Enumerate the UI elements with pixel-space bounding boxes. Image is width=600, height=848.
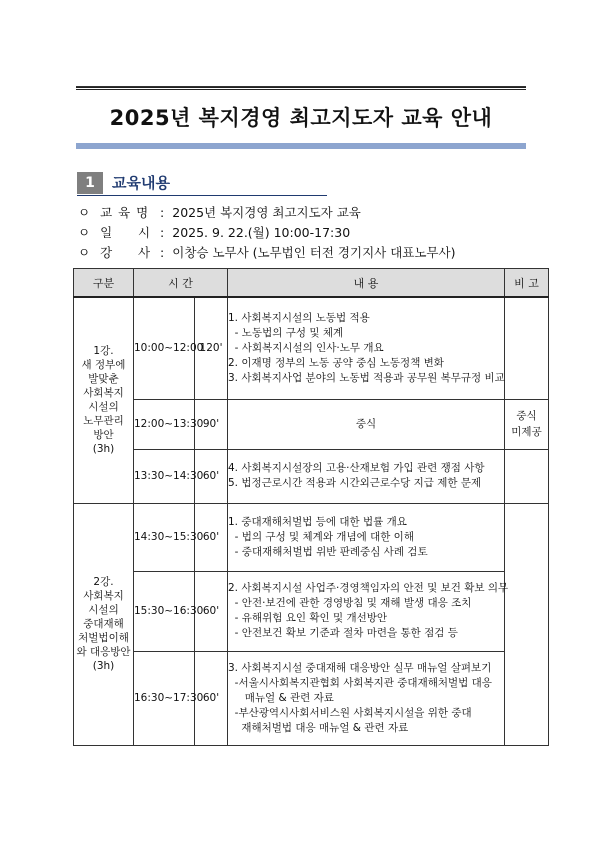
table-row bbox=[74, 571, 549, 651]
page-title: 2025년 복지경영 최고지도자 교육 안내 bbox=[109, 106, 493, 130]
title-accent-bar bbox=[76, 143, 526, 149]
row-remark: 중식 미제공 bbox=[505, 399, 549, 449]
row-time: 16:30~17:30 bbox=[134, 651, 195, 745]
info-line-instructor bbox=[78, 245, 455, 261]
bullet: ㅇ bbox=[78, 205, 91, 220]
table-row bbox=[74, 449, 549, 503]
header-content: 내 용 bbox=[228, 269, 505, 298]
section-underline bbox=[77, 195, 327, 196]
info-value: 2025. 9. 22.(월) 10:00-17:30 bbox=[172, 225, 351, 240]
bullet: ㅇ bbox=[78, 245, 91, 260]
info-label: 강 사 bbox=[100, 245, 152, 260]
row-duration: 60' bbox=[195, 503, 228, 571]
row-time: 12:00~13:30 bbox=[134, 399, 195, 449]
schedule-table bbox=[73, 268, 549, 746]
info-value: 2025년 복지경영 최고지도자 교육 bbox=[172, 205, 361, 220]
row-content: 2. 사회복지시설 사업주·경영책임자의 안전 및 보건 확보 의무 - 안전·보건에 관한 경영방침 및 재해 발생 대응 조치 - 유해위험 요인 확인 및 개선방안 - 안전보건 확보 기준과 절차 마련을 통한 점검 등 bbox=[228, 571, 505, 651]
info-label: 교 육 명 bbox=[100, 205, 150, 220]
row-time: 10:00~12:00 bbox=[134, 297, 195, 399]
bullet: ㅇ bbox=[78, 225, 91, 240]
row-remark bbox=[505, 503, 549, 745]
row-duration: 60' bbox=[195, 571, 228, 651]
header-gubun: 구분 bbox=[74, 269, 134, 298]
info-line-date bbox=[78, 225, 350, 241]
group-1-label: 1강. 새 정부에 발맞춘 사회복지 시설의 노무관리 방안 (3h) bbox=[74, 297, 134, 503]
row-duration: 120' bbox=[195, 297, 228, 399]
table-row bbox=[74, 651, 549, 745]
info-line-name bbox=[78, 205, 361, 221]
row-duration: 60' bbox=[195, 449, 228, 503]
info-colon: : bbox=[160, 245, 165, 260]
row-content: 1. 중대재해처벌법 등에 대한 법률 개요 - 법의 구성 및 체계와 개념에 대한 이해 - 중대재해처벌법 위반 판례중심 사례 검토 bbox=[228, 503, 505, 571]
info-colon: : bbox=[160, 205, 165, 220]
title-box bbox=[76, 87, 526, 147]
row-content: 1. 사회복지시설의 노동법 적용 - 노동법의 구성 및 체계 - 사회복지시설의 인사·노무 개요 2. 이재명 정부의 노동 공약 중심 노동정책 변화 3. 사회복지사업 분야의 노동법 적용과 공무원 복무규정 비교 bbox=[228, 297, 505, 399]
row-time: 15:30~16:30 bbox=[134, 571, 195, 651]
info-colon: : bbox=[160, 225, 165, 240]
row-duration: 60' bbox=[195, 651, 228, 745]
table-row bbox=[74, 297, 549, 399]
row-time: 14:30~15:30 bbox=[134, 503, 195, 571]
row-remark bbox=[505, 449, 549, 503]
row-time: 13:30~14:30 bbox=[134, 449, 195, 503]
row-duration: 90' bbox=[195, 399, 228, 449]
table-row bbox=[74, 503, 549, 571]
row-content: 4. 사회복지시설장의 고용·산재보험 가입 관련 쟁점 사항 5. 법정근로시간 적용과 시간외근로수당 지급 제한 문제 bbox=[228, 449, 505, 503]
row-content: 3. 사회복지시설 중대재해 대응방안 실무 매뉴얼 살펴보기 -서울시사회복지관협회 사회복지관 중대재해처벌법 대응 매뉴얼 & 관련 자료 -부산광역시사회서비스원 사회복지시설을 위한 중대 재해처벌법 대응 매뉴얼 & 관련 자료 bbox=[228, 651, 505, 745]
info-value: 이창승 노무사 (노무법인 터전 경기지사 대표노무사) bbox=[172, 245, 456, 260]
table-row bbox=[74, 399, 549, 449]
row-remark bbox=[505, 297, 549, 399]
table-header-row bbox=[74, 269, 549, 298]
row-content: 중식 bbox=[228, 399, 505, 449]
group-2-label: 2강. 사회복지 시설의 중대재해 처벌법이해 와 대응방안 (3h) bbox=[74, 503, 134, 745]
section-title: 교육내용 bbox=[112, 174, 170, 192]
header-remark: 비 고 bbox=[505, 269, 549, 298]
section-number: 1 bbox=[77, 172, 103, 194]
header-time: 시 간 bbox=[134, 269, 228, 298]
info-label: 일 시 bbox=[100, 225, 152, 240]
